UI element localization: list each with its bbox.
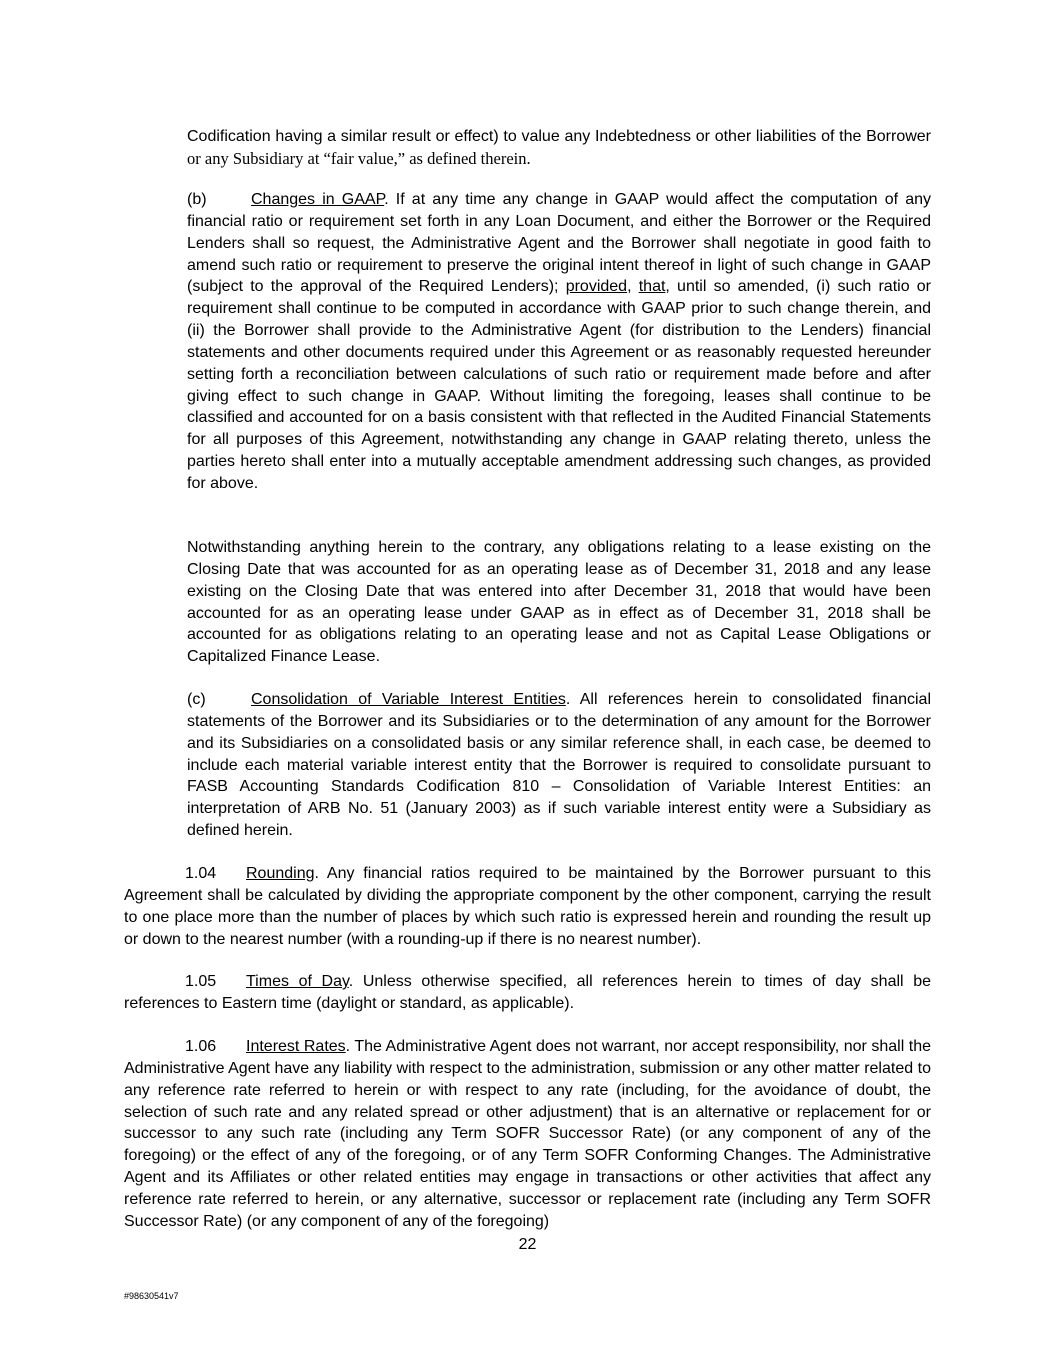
paragraph-b-body-1: . If at any time any change in GAAP would affect the computation of any financial ratio or requirement set forth in any Loan Document, and either the Borrower or the Required Lenders shall so request, the Administrative Agent and the Borrower shall negotiate in good faith to amend such ratio or requirement to preserve the original intent thereof in light of such change in GAAP (subject to the approval of the Required Lenders); (187, 191, 931, 296)
paragraph-b-heading: Changes in GAAP (251, 191, 385, 208)
paragraph-notwithstanding-text: Notwithstanding anything herein to the contrary, any obligations relating to a lease existing on the Closing Date that was accounted for as an operating lease as of December 31, 2018 and any lease existing on the Closing Date that was entered into after December 31, 2018 that would have been accounted for as an operating lease under GAAP as in effect as of December 31, 2018 shall be accounted for as obligations relating to an operating lease and not as Capital Lease Obligations or Capitalized Finance Lease. (187, 539, 931, 666)
paragraph-c (187, 689, 931, 842)
section-1-04-body: . Any financial ratios required to be maintained by the Borrower pursuant to this Agreement shall be calculated by dividing the appropriate component by the other component, carrying the result to one place more than the number of places by which such ratio is expressed herein and rounding the result up or down to the nearest number (with a rounding-up if there is no nearest number). (124, 865, 931, 948)
paragraph-b-comma: , (627, 278, 639, 296)
section-1-06-heading: Interest Rates (246, 1038, 346, 1055)
section-1-06-body: . The Administrative Agent does not warrant, nor accept responsibility, nor shall the Administrative Agent have any liability with respect to the administration, submission or any other matter related to any reference rate referred to herein or with respect to any rate (including, for the avoidance of doubt, the selection of such rate and any related spread or other adjustment) that is an alternative or replacement for or successor to any such rate (including any Term SOFR Successor Rate) (or any component of any of the foregoing) or the effect of any of the foregoing, or of any Term SOFR Conforming Changes. The Administrative Agent and its Affiliates or other related entities may engage in transactions or other activities that affect any reference rate referred to herein, or any alternative, successor or replacement rate (including any Term SOFR Successor Rate) (or any component of any of the foregoing) (124, 1038, 932, 1230)
document-id: #98630541v7 (124, 1291, 179, 1301)
section-1-05-number: 1.05 (185, 973, 217, 990)
paragraph-a-text-serif: or any Subsidiary at “fair value,” as defined therein. (187, 148, 531, 168)
section-1-05-heading: Times of Day (246, 973, 349, 990)
paragraph-b (187, 189, 931, 495)
section-1-05-body: . Unless otherwise specified, all references herein to times of day shall be references to Eastern time (daylight or standard, as applicable). (124, 973, 931, 1012)
paragraph-b-number: (b) (187, 191, 207, 208)
paragraph-c-body: . All references herein to consolidated financial statements of the Borrower and its Subsidiaries or to the determination of any amount for the Borrower and its Subsidiaries on a consolidated basis or any similar reference shall, in each case, be deemed to include each material variable interest entity that the Borrower is required to consolidate pursuant to FASB Accounting Standards Codification 810 – Consolidation of Variable Interest Entities: an interpretation of ARB No. 51 (January 2003) as if such variable interest entity were a Subsidiary as defined herein. (187, 691, 931, 840)
paragraph-a-text: Codification having a similar result or effect) to value any Indebtedness or other liabilities of the Borrower (187, 128, 931, 145)
paragraph-b-body-2: , until so amended, (i) such ratio or requirement shall continue to be computed in accordance with GAAP prior to such change therein, and (ii) the Borrower shall provide to the Administrative Agent (for distribution to the Lenders) financial statements and other documents required under this Agreement or as reasonably requested hereunder setting forth a reconciliation between calculations of such ratio or requirement made before and after giving effect to such change in GAAP. Without limiting the foregoing, leases shall continue to be classified and accounted for on a basis consistent with that reflected in the Audited Financial Statements for all purposes of this Agreement, notwithstanding any change in GAAP relating thereto, unless the parties hereto shall enter into a mutually acceptable amendment addressing such changes, as provided for above. (187, 278, 932, 492)
provided-term: provided (565, 278, 628, 296)
paragraph-c-number: (c) (187, 691, 206, 708)
paragraph-c-heading: Consolidation of Variable Interest Entities (251, 691, 566, 708)
paragraph-notwithstanding (187, 537, 931, 668)
section-1-06-number: 1.06 (185, 1038, 217, 1055)
section-1-04 (124, 863, 931, 950)
section-1-06 (124, 1036, 931, 1233)
section-1-05 (124, 971, 931, 1015)
page-number: 22 (518, 1236, 537, 1253)
that-term: that (638, 278, 666, 296)
section-1-04-number: 1.04 (185, 865, 217, 882)
paragraph-a-continuation (187, 125, 931, 171)
section-1-04-heading: Rounding (246, 865, 315, 882)
